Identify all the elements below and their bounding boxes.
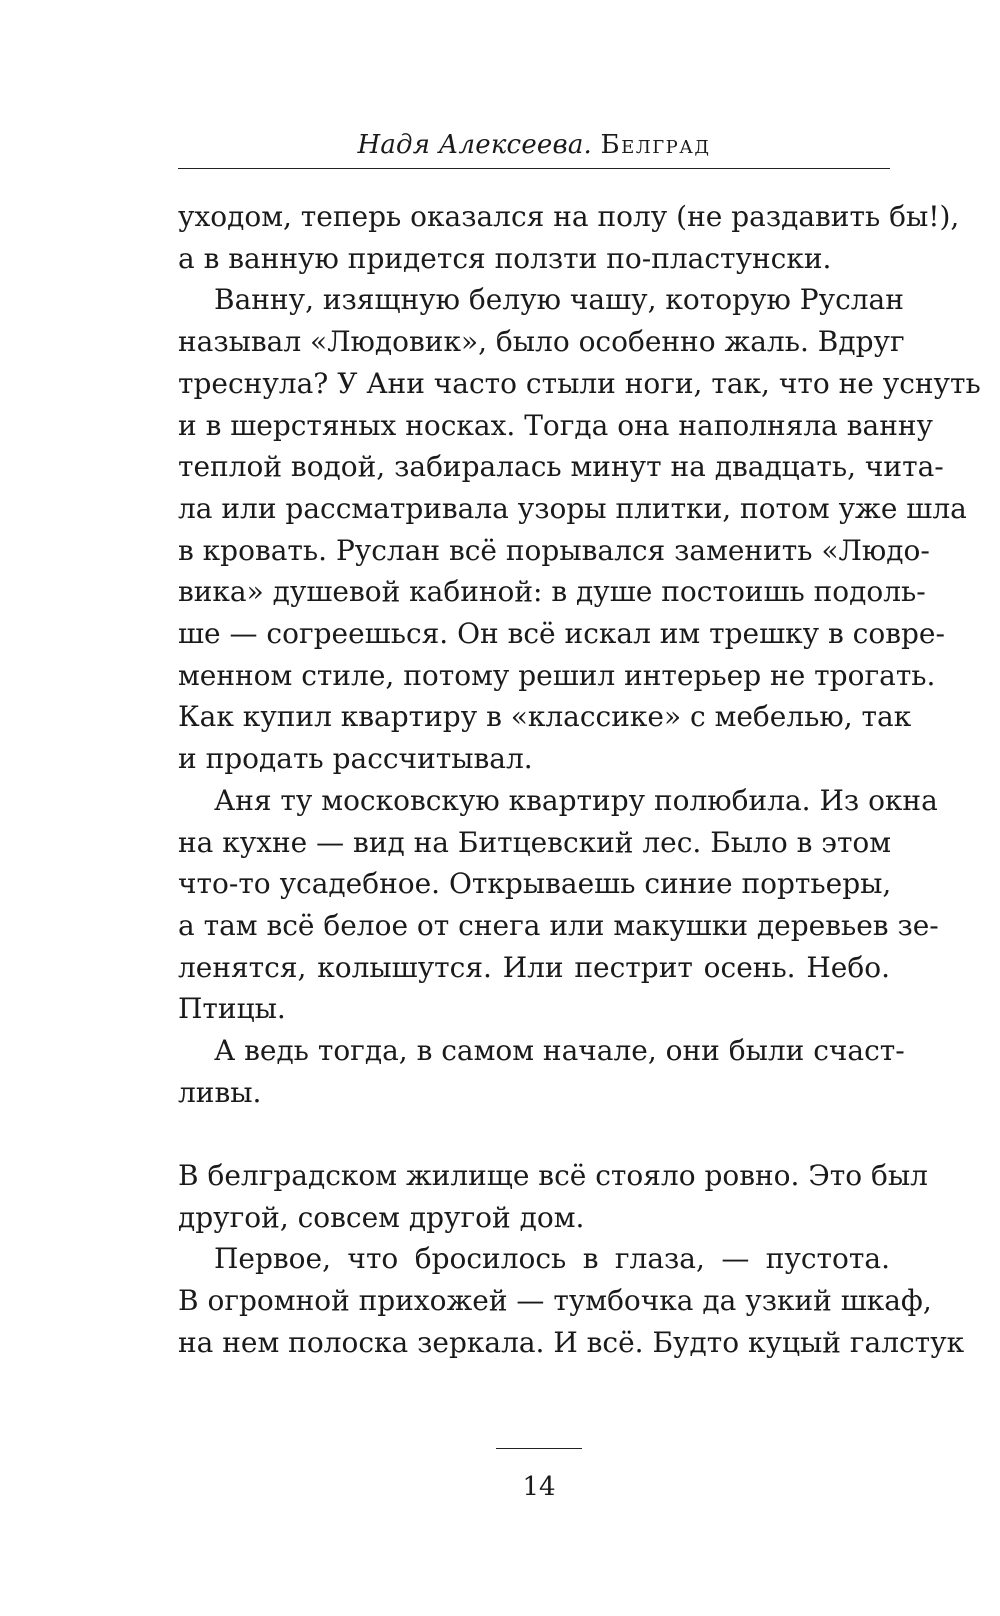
text-line: В огромной прихожей — тумбочка да узкий шкаф,: [178, 1284, 932, 1318]
running-head-author: Надя Алексеева.: [357, 130, 592, 160]
text-line: ше — согреешься. Он всё искал им трешку в совре-: [178, 617, 945, 651]
text-line: А ведь тогда, в самом начале, они были счаст-: [214, 1034, 905, 1068]
text-line: Как купил квартиру в «классике» с мебелью, так: [178, 700, 912, 734]
text-line: а там всё белое от снега или макушки деревьев зе-: [178, 908, 939, 942]
page-number: 14: [522, 1472, 556, 1502]
text-line: что-то усадебное. Открываешь синие портьеры,: [178, 867, 892, 901]
text-line: теплой водой, забиралась минут на двадцать, чита-: [178, 450, 944, 484]
text-line: В белградском жилище всё стояло ровно. Это был: [178, 1159, 928, 1192]
text-line: уходом, теперь оказался на полу (не раздавить бы!),: [178, 200, 960, 233]
running-head-title: Белград: [600, 130, 711, 160]
text-line: на нем полоска зеркала. И всё. Будто куцый галстук: [178, 1325, 965, 1359]
text-line: ла или рассматривала узоры плитки, потом уже шла: [178, 491, 967, 525]
footer-rule: [496, 1448, 582, 1449]
text-block-1: [178, 196, 981, 1113]
header-rule: [178, 168, 890, 169]
text-line: другой, совсем другой дом.: [178, 1200, 585, 1234]
text-line: Птицы.: [178, 992, 286, 1026]
text-line: вика» душевой кабиной: в душе постоишь подоль-: [178, 575, 926, 609]
text-block-2: [178, 1155, 965, 1364]
text-line: и продать рассчитывал.: [178, 742, 533, 776]
text-line: в кровать. Руслан всё порывался заменить «Людо-: [178, 533, 930, 567]
text-line: а в ванную придется ползти по-пластунски.: [178, 241, 832, 275]
text-line: Аня ту московскую квартиру полюбила. Из окна: [214, 783, 938, 817]
running-head: [178, 128, 890, 162]
text-line: на кухне — вид на Битцевский лес. Было в этом: [178, 825, 892, 859]
text-line: Первое, что бросилось в глаза, — пустота.: [214, 1242, 890, 1276]
text-line: называл «Людовик», было особенно жаль. Вдруг: [178, 325, 905, 359]
text-line: Ванну, изящную белую чашу, которую Руслан: [214, 283, 904, 317]
text-line: и в шерстяных носках. Тогда она наполняла ванну: [178, 408, 933, 442]
text-line: менном стиле, потому решил интерьер не трогать.: [178, 658, 936, 692]
text-line: ливы.: [178, 1075, 262, 1109]
text-line: ленятся, колышутся. Или пестрит осень. Небо.: [178, 950, 890, 984]
text-line: треснула? У Ани часто стыли ноги, так, что не уснуть: [178, 366, 981, 400]
